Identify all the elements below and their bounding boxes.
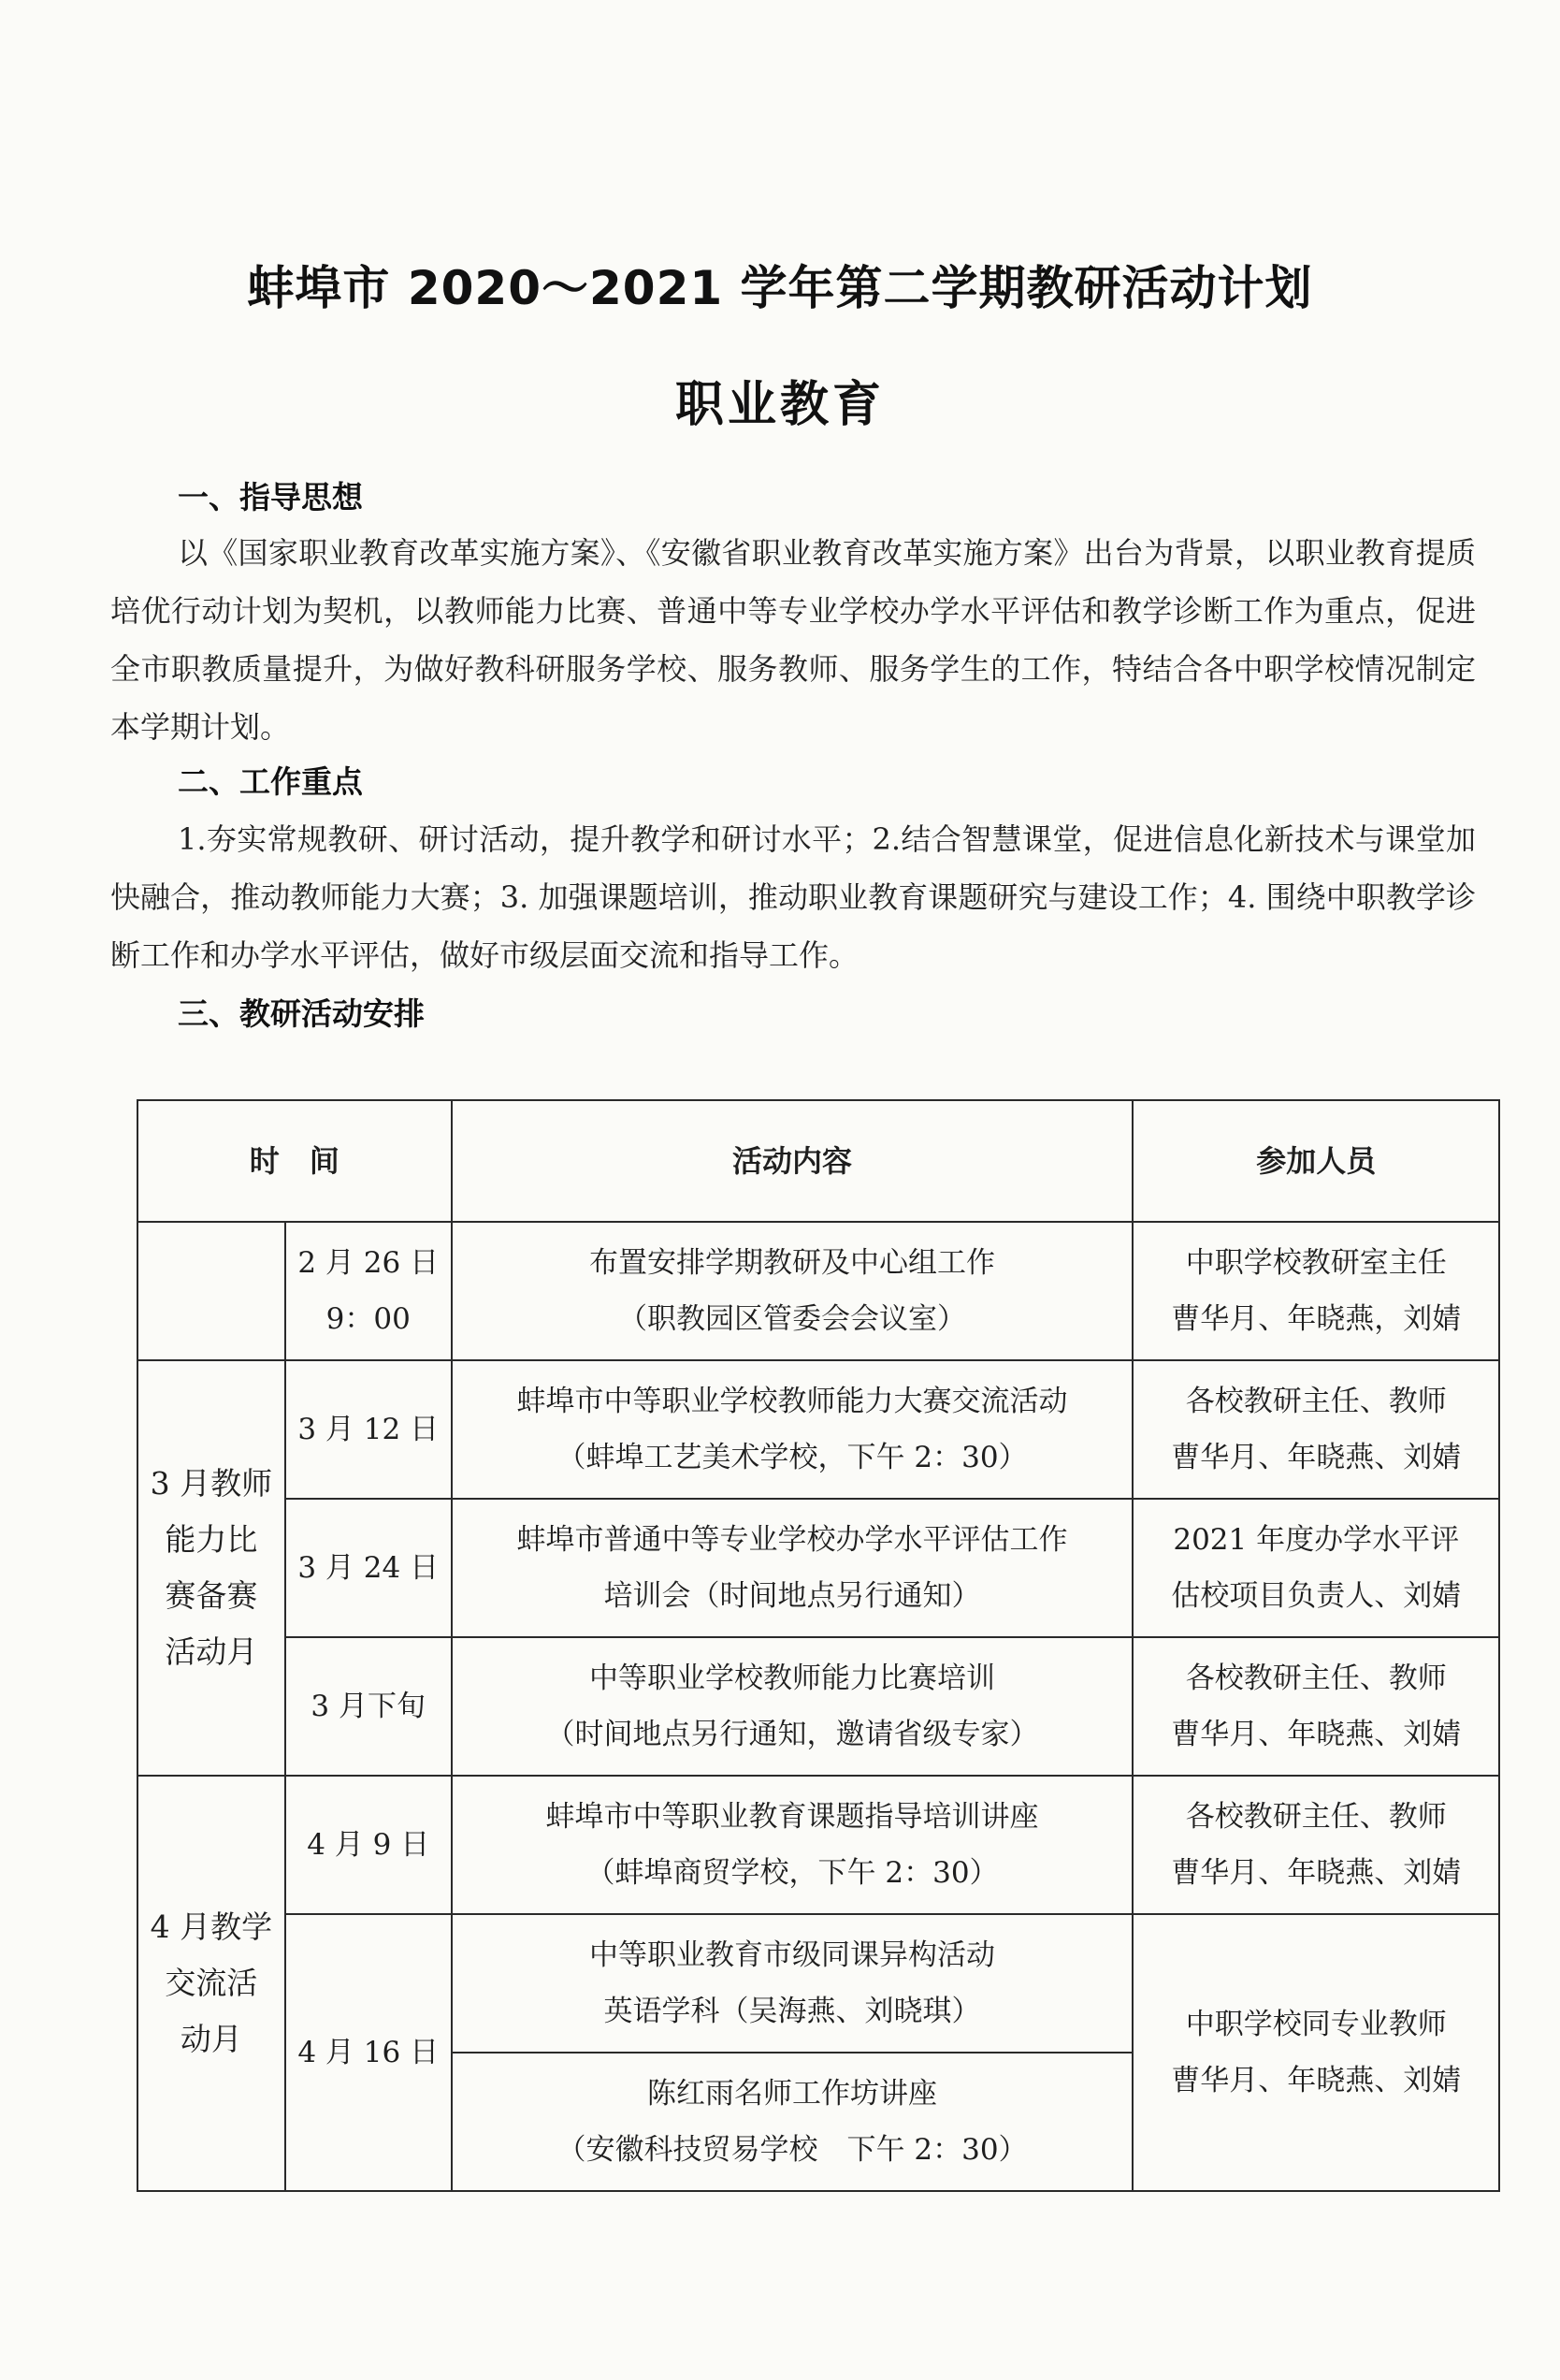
participants-cell [1133, 1637, 1499, 1776]
activity-line: 中等职业教育市级同课异构活动 [589, 1938, 996, 1972]
participants-line: 估校项目负责人、刘婧 [1171, 1579, 1462, 1613]
activity-cell [452, 2053, 1134, 2191]
activity-line: 陈红雨名师工作坊讲座 [647, 2077, 938, 2111]
activity-cell [452, 1776, 1134, 1914]
month-line: 3 月教师 [150, 1465, 273, 1502]
section-body-work-focus: 1.夯实常规教研、研讨活动，提升教学和研讨水平；2.结合智慧课堂，促进信息化新技术与课堂加快融合，推动教师能力大赛；3. 加强课题培训，推动职业教育课题研究与建设工作；4. 围绕中职教学诊断工作和办学水平评估，做好市级层面交流和指导工作。 [110, 821, 1476, 973]
activity-line: 布置安排学期教研及中心组工作 [589, 1246, 996, 1280]
activity-line: （蚌埠工艺美术学校，下午 2：30） [556, 1441, 1028, 1474]
month-line: 能力比 [165, 1521, 258, 1558]
date-cell: 3 月 24 日 [285, 1499, 452, 1637]
participants-line: 曹华月、年晓燕、刘婧 [1171, 1856, 1462, 1890]
participants-line: 各校教研主任、教师 [1185, 1385, 1447, 1418]
header-time: 时 间 [137, 1100, 452, 1222]
document-title: 蚌埠市 2020～2021 学年第二学期教研活动计划 [247, 261, 1313, 315]
month-cell-march [137, 1360, 285, 1776]
date-cell: 4 月 9 日 [285, 1776, 452, 1914]
date-cell: 3 月 12 日 [285, 1360, 452, 1499]
date-cell [285, 1222, 452, 1360]
table-row [137, 1776, 1499, 1914]
participants-cell [1133, 1914, 1499, 2191]
date-cell: 3 月下旬 [285, 1637, 452, 1776]
participants-line: 曹华月、年晓燕、刘婧 [1171, 1441, 1462, 1474]
header-participants: 参加人员 [1133, 1100, 1499, 1222]
month-cell-empty [137, 1222, 285, 1360]
section-heading-work-focus: 二、工作重点 [178, 763, 363, 800]
month-line: 交流活 [165, 1965, 258, 2001]
activity-schedule-table [137, 1099, 1500, 2192]
participants-line: 中职学校同专业教师 [1185, 2008, 1447, 2041]
participants-line: 各校教研主任、教师 [1185, 1662, 1447, 1695]
month-line: 4 月教学 [150, 1908, 273, 1945]
activity-cell [452, 1360, 1134, 1499]
section-heading-guiding-ideology: 一、指导思想 [178, 479, 363, 515]
month-line: 动月 [180, 2021, 242, 2057]
section-heading-activity-schedule: 三、教研活动安排 [178, 995, 425, 1032]
participants-line: 中职学校教研室主任 [1185, 1246, 1447, 1280]
table-row [137, 1360, 1499, 1499]
table-row [137, 1914, 1499, 2053]
month-cell-april [137, 1776, 285, 2191]
activity-line: 蚌埠市中等职业教育课题指导培训讲座 [545, 1800, 1039, 1834]
header-activity: 活动内容 [452, 1100, 1134, 1222]
activity-line: 蚌埠市普通中等专业学校办学水平评估工作 [516, 1523, 1068, 1557]
month-line: 活动月 [165, 1633, 258, 1670]
activity-cell [452, 1637, 1134, 1776]
activity-line: （安徽科技贸易学校 下午 2：30） [556, 2133, 1028, 2167]
activity-line: 英语学科（吴海燕、刘晓琪） [603, 1995, 981, 2028]
table-row [137, 1637, 1499, 1776]
section-body-guiding-ideology: 以《国家职业教育改革实施方案》、《安徽省职业教育改革实施方案》出台为背景，以职业教育提质培优行动计划为契机，以教师能力比赛、普通中等专业学校办学水平评估和教学诊断工作为重点，促进全市职教质量提升，为做好教科研服务学校、服务教师、服务学生的工作，特结合各中职学校情况制定本学期计划。 [110, 535, 1476, 745]
month-line: 赛备赛 [165, 1577, 258, 1614]
date-cell: 4 月 16 日 [285, 1914, 452, 2191]
table-row [137, 1222, 1499, 1360]
activity-line: 培训会（时间地点另行通知） [603, 1579, 981, 1613]
participants-line: 曹华月、年晓燕、刘婧 [1171, 1718, 1462, 1751]
table-row [137, 1499, 1499, 1637]
participants-cell [1133, 1776, 1499, 1914]
activity-cell [452, 1222, 1134, 1360]
activity-line: 蚌埠市中等职业学校教师能力大赛交流活动 [516, 1385, 1068, 1418]
participants-cell [1133, 1499, 1499, 1637]
document-subtitle: 职业教育 [674, 377, 885, 433]
participants-line: 曹华月、年晓燕，刘婧 [1171, 1302, 1462, 1336]
time-line: 9：00 [325, 1302, 411, 1336]
activity-line: （时间地点另行通知，邀请省级专家） [545, 1718, 1039, 1751]
participants-line: 曹华月、年晓燕、刘婧 [1171, 2064, 1462, 2097]
activity-line: （蚌埠商贸学校，下午 2：30） [585, 1856, 999, 1890]
participants-line: 各校教研主任、教师 [1185, 1800, 1447, 1834]
table-header-row [137, 1100, 1499, 1222]
date-line: 2 月 26 日 [297, 1246, 440, 1280]
participants-cell [1133, 1222, 1499, 1360]
activity-line: （职教园区管委会会议室） [618, 1302, 967, 1336]
activity-cell [452, 1499, 1134, 1637]
participants-line: 2021 年度办学水平评 [1173, 1523, 1460, 1557]
activity-cell [452, 1914, 1134, 2053]
activity-line: 中等职业学校教师能力比赛培训 [589, 1662, 996, 1695]
participants-cell [1133, 1360, 1499, 1499]
